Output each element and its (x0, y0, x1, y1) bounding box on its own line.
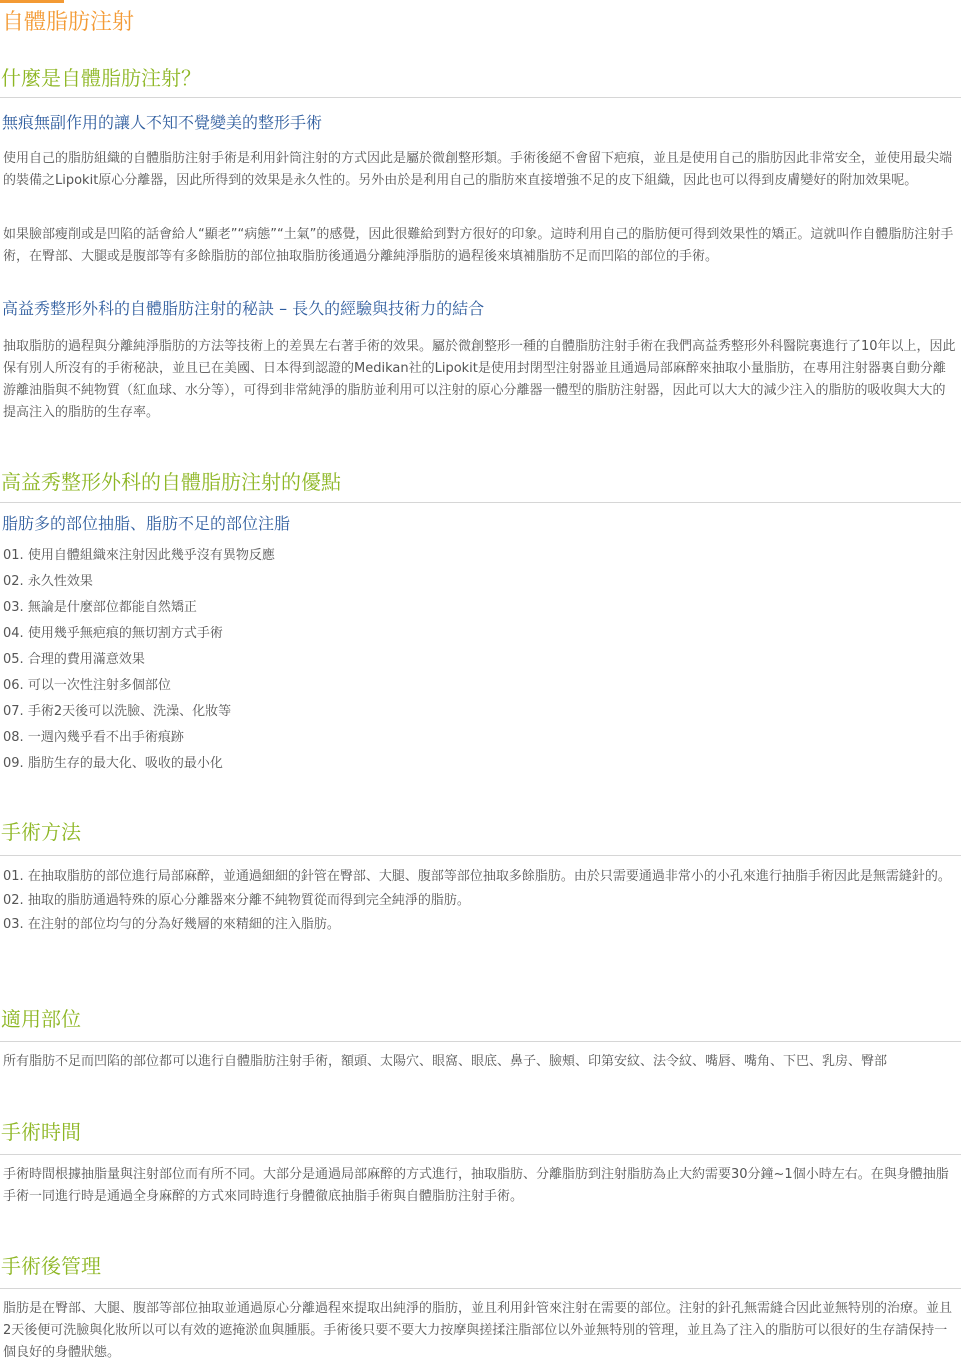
list-item: 08. 一週內幾乎看不出手術痕跡 (3, 730, 184, 745)
section-title-what-is: 什麼是自體脂肪注射？ (1, 66, 201, 90)
paragraph-aftercare: 脂肪是在臀部、大腿、腹部等部位抽取並通過原心分離過程來提取出純淨的脂肪，並且利用針管來注射在需要的部位。注射的針孔無需縫合因此並無特別的治療。並且2天後便可洗臉與化妝所以可以有效的遮掩淤血與腫脹。手術後只要不要大力按摩與搓揉注脂部位以外並無特別的管理，並且為了注入的脂肪可以很好的生存請保持一個良好的身體狀態。 (3, 1301, 953, 1360)
section-title-aftercare: 手術後管理 (1, 1254, 101, 1278)
list-item: 01. 在抽取脂肪的部位進行局部麻醉，並通過細細的針管在臀部、大腿、腹部等部位抽取多餘脂肪。由於只需要通過非常小的小孔來進行抽脂手術因此是無需縫針的。 (3, 869, 951, 884)
paragraph-technique: 抽取脂肪的過程與分離純淨脂肪的方法等技術上的差異左右著手術的效果。屬於微創整形一種的自體脂肪注射手術在我們高益秀整形外科醫院裏進行了10年以上，因此保有別人所沒有的手術秘訣，並且已在美國、日本得到認證的Medikan社的Lipokit是使用封閉型注射器並且通過局部麻醉來抽取小量脂肪，在專用注射器裏自動分離游離油脂與不純物質（紅血球、水分等），可得到非常純淨的脂肪並利用可以注射的原心分離器一體型的脂肪注射器，因此可以大大的減少注入的脂肪的吸收與大大的提高注入的脂肪的生存率。 (3, 339, 956, 420)
divider (0, 502, 961, 503)
method-list (0, 865, 958, 937)
divider (0, 1154, 961, 1155)
page-title: 自體脂肪注射 (2, 10, 135, 35)
section-title-areas: 適用部位 (1, 1007, 81, 1031)
paragraph-correction: 如果臉部瘦削或是凹陷的話會給人“顯老”“病態”“土氣”的感覺，因此很難給到對方很好的印象。這時利用自己的脂肪便可得到效果性的矯正。這就叫作自體脂肪注射手術，在臀部、大腿或是腹部等有多餘脂肪的部位抽取脂肪後通過分離純淨脂肪的過程後來填補脂肪不足而凹陷的部位的手術。 (3, 227, 954, 264)
paragraph-intro: 使用自己的脂肪組織的自體脂肪注射手術是利用針筒注射的方式因此是屬於微創整形類。手術後絕不會留下疤痕，並且是使用自己的脂肪因此非常安全，並使用最尖端的裝備之Lipokit原心分離器，因此所得到的效果是永久性的。另外由於是利用自己的脂肪來直接增強不足的皮下組織，因此也可以得到皮膚變好的附加效果呢。 (3, 151, 953, 188)
paragraph-areas: 所有脂肪不足而凹陷的部位都可以進行自體脂肪注射手術，額頭、太陽穴、眼窩、眼底、鼻子、臉頰、印第安紋、法令紋、嘴唇、嘴角、下巴、乳房、臀部 (3, 1054, 888, 1069)
top-accent-bar (0, 0, 64, 3)
divider (0, 97, 961, 98)
advantages-list (0, 543, 958, 777)
list-item: 05. 合理的費用滿意效果 (3, 652, 145, 667)
subtitle-advantages: 脂肪多的部位抽脂、脂肪不足的部位注脂 (2, 514, 291, 533)
divider (0, 855, 961, 856)
list-item: 06. 可以一次性注射多個部位 (3, 678, 171, 693)
list-item: 03. 在注射的部位均勻的分為好幾層的來精細的注入脂肪。 (3, 917, 340, 932)
divider (0, 1288, 961, 1289)
list-item: 02. 永久性效果 (3, 574, 93, 589)
list-item: 04. 使用幾乎無疤痕的無切割方式手術 (3, 626, 223, 641)
section-title-method: 手術方法 (1, 820, 81, 844)
section-title-duration: 手術時間 (1, 1120, 81, 1144)
section-title-advantages: 高益秀整形外科的自體脂肪注射的優點 (1, 470, 341, 494)
list-item: 09. 脂肪生存的最大化、吸收的最小化 (3, 756, 223, 771)
paragraph-duration: 手術時間根據抽脂量與注射部位而有所不同。大部分是通過局部麻醉的方式進行，抽取脂肪、分離脂肪到注射脂肪為止大約需要30分鐘~1個小時左右。在與身體抽脂手術一同進行時是通過全身麻醉的方式來同時進行身體徹底抽脂手術與自體脂肪注射手術。 (3, 1167, 949, 1204)
divider (0, 1041, 961, 1042)
list-item: 02. 抽取的脂肪通過特殊的原心分離器來分離不純物質從而得到完全純淨的脂肪。 (3, 893, 470, 908)
list-item: 07. 手術2天後可以洗臉、洗澡、化妝等 (3, 704, 232, 719)
list-item: 01. 使用自體組織來注射因此幾乎沒有異物反應 (3, 548, 275, 563)
subtitle-no-scar: 無痕無副作用的讓人不知不覺變美的整形手術 (2, 113, 323, 132)
subtitle-secret: 高益秀整形外科的自體脂肪注射的秘訣 – 長久的經驗與技術力的結合 (2, 299, 485, 318)
list-item: 03. 無論是什麼部位都能自然矯正 (3, 600, 197, 615)
